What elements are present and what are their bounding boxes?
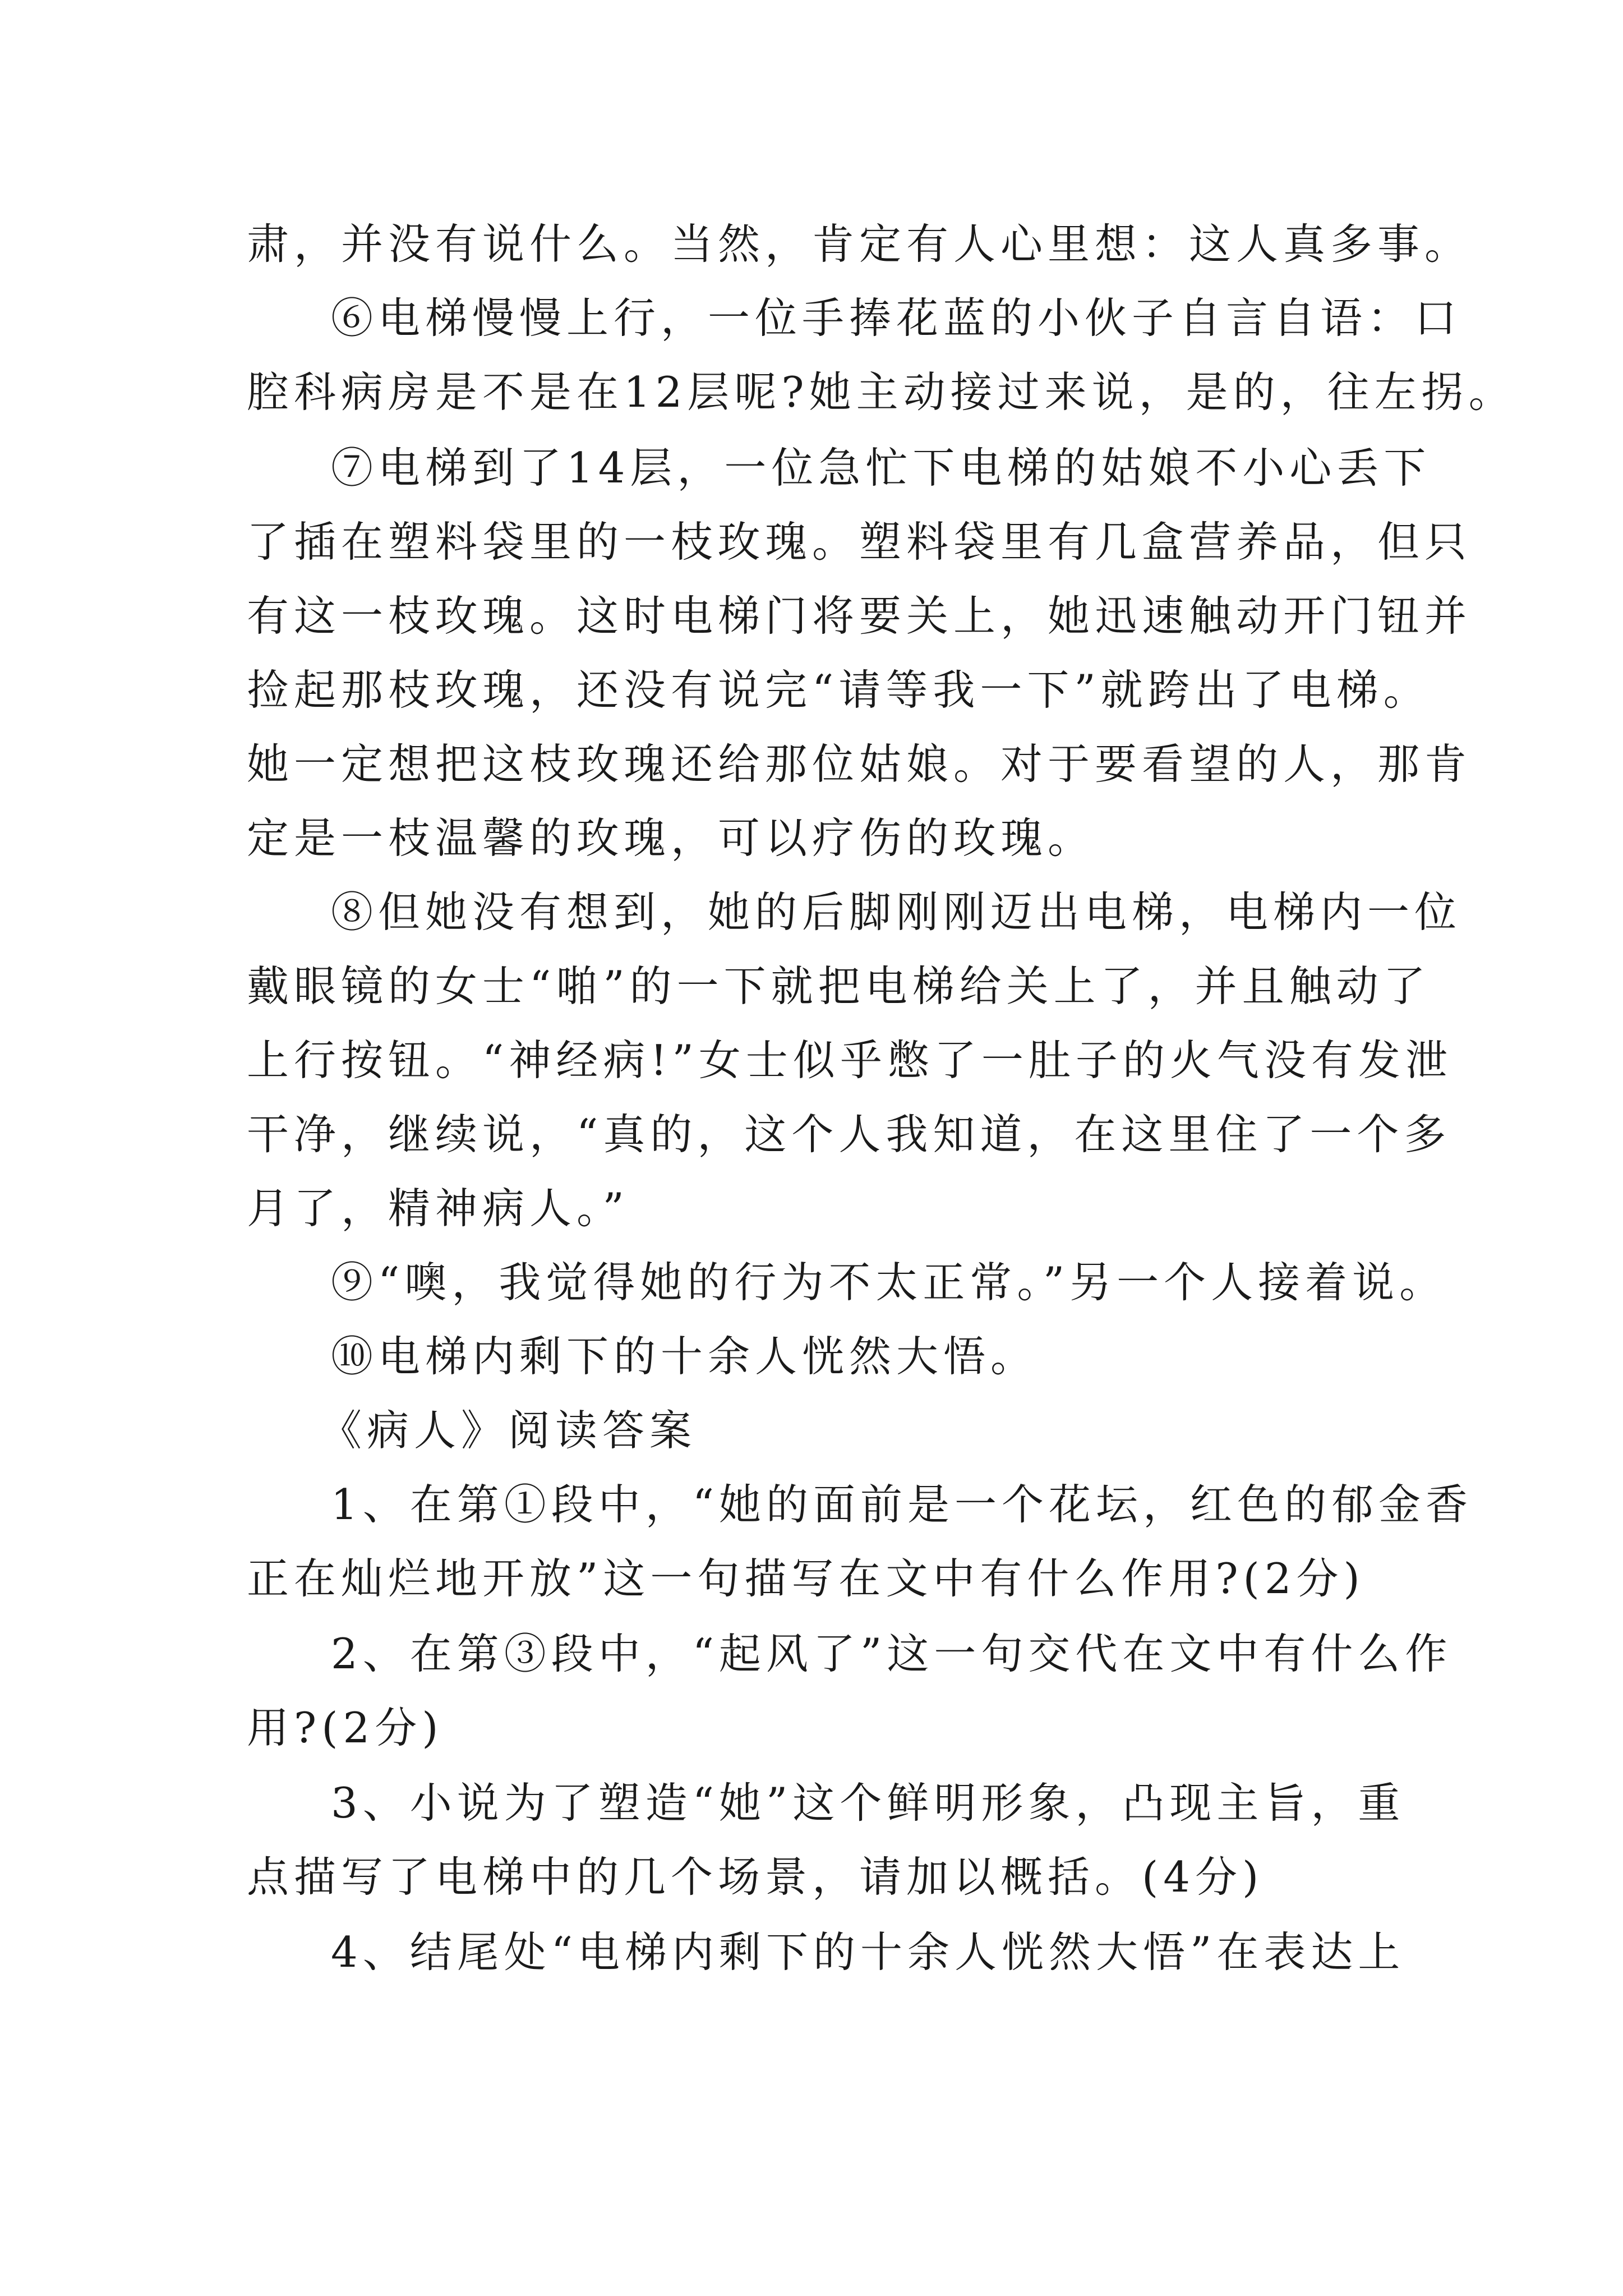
text-line: 腔科病房是不是在12层呢?她主动接过来说，是的，往左拐。	[247, 367, 1516, 417]
paragraph-6-start: ⑥电梯慢慢上行，一位手捧花蓝的小伙子自言自语：口	[331, 293, 1462, 343]
paragraph-7-start: ⑦电梯到了14层，一位急忙下电梯的姑娘不小心丢下	[331, 443, 1431, 493]
text-line: 定是一枝温馨的玫瑰，可以疗伤的玫瑰。	[247, 813, 1095, 863]
text-line: 正在灿烂地开放”这一句描写在文中有什么作用?(2分)	[247, 1554, 1365, 1603]
text-line: 干净，继续说，“真的，这个人我知道，在这里住了一个多	[247, 1110, 1451, 1159]
text-line: 捡起那枝玫瑰，还没有说完“请等我一下”就跨出了电梯。	[247, 665, 1431, 715]
question-4: 4、结尾处“电梯内剩下的十余人恍然大悟”在表达上	[331, 1927, 1405, 1977]
question-2: 2、在第③段中，“起风了”这一句交代在文中有什么作	[331, 1629, 1453, 1678]
paragraph-9: ⑨“噢，我觉得她的行为不太正常。”另一个人接着说。	[331, 1258, 1447, 1307]
text-line: 点描写了电梯中的几个场景，请加以概括。(4分)	[247, 1852, 1264, 1902]
text-line: 用?(2分)	[247, 1703, 444, 1752]
question-3: 3、小说为了塑造“她”这个鲜明形象，凸现主旨，重	[331, 1778, 1405, 1828]
text-line: 有这一枝玫瑰。这时电梯门将要关上，她迅速触动开门钮并	[247, 591, 1472, 641]
text-line: 她一定想把这枝玫瑰还给那位姑娘。对于要看望的人，那肯	[247, 739, 1472, 789]
question-1: 1、在第①段中，“她的面前是一个花坛，红色的郁金香	[331, 1480, 1473, 1529]
text-line: 肃，并没有说什么。当然，肯定有人心里想：这人真多事。	[247, 219, 1472, 269]
text-line: 上行按钮。“神经病!”女士似乎憋了一肚子的火气没有发泄	[247, 1036, 1453, 1085]
paragraph-8-start: ⑧但她没有想到，她的后脚刚刚迈出电梯，电梯内一位	[331, 887, 1462, 937]
text-line: 戴眼镜的女士“啪”的一下就把电梯给关上了，并且触动了	[247, 961, 1431, 1011]
paragraph-10: ⑩电梯内剩下的十余人恍然大悟。	[331, 1332, 1038, 1381]
text-line: 月了，精神病人。”	[247, 1184, 629, 1233]
text-line: 了插在塑料袋里的一枝玫瑰。塑料袋里有几盒营养品，但只	[247, 517, 1472, 567]
answers-heading: 《病人》阅读答案	[320, 1406, 697, 1455]
